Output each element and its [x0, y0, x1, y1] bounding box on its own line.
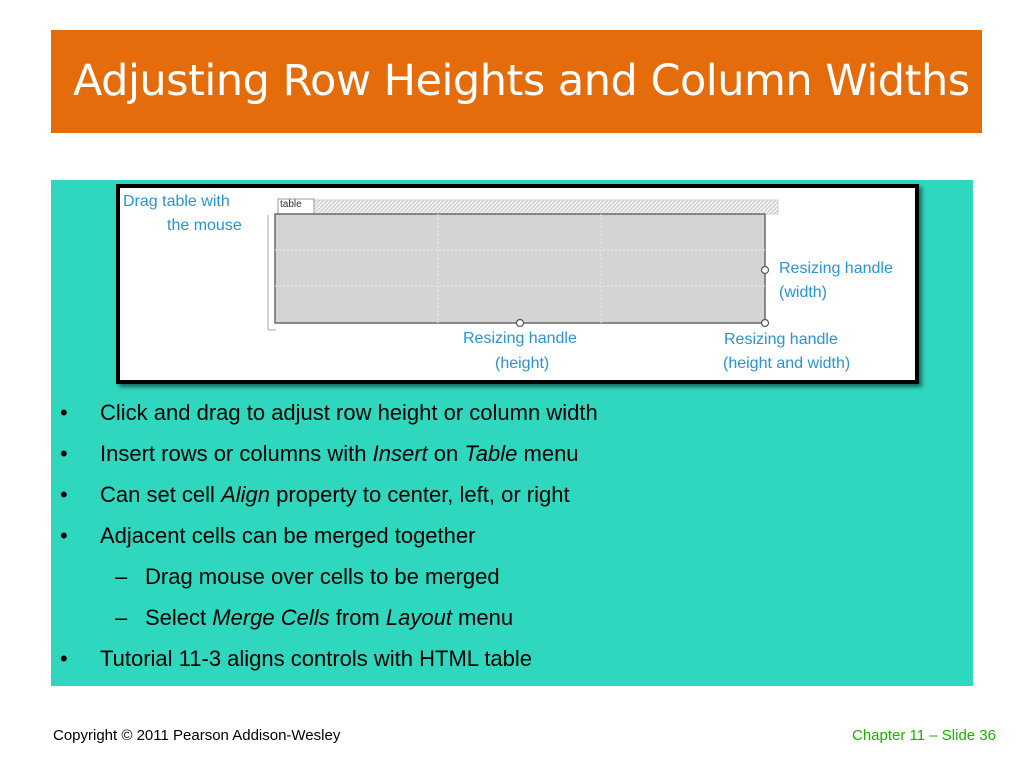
- bullet-marker: •: [60, 646, 68, 671]
- bullet-text: Select: [145, 605, 213, 630]
- width-handle-label-line1: Resizing handle: [779, 260, 893, 277]
- bullet-text-italic: Merge Cells: [212, 605, 330, 630]
- bullet-text: menu: [451, 605, 514, 630]
- width-handle: [762, 267, 769, 274]
- bullet-text: Tutorial 11-3 aligns controls with HTML table: [100, 646, 533, 671]
- bullet-item: [51, 433, 598, 474]
- height-handle-label-line1: Resizing handle: [463, 330, 577, 347]
- bullet-item: [51, 474, 598, 515]
- bullet-text: Click and drag to adjust row height or column width: [100, 400, 598, 425]
- bullet-marker: •: [60, 482, 68, 507]
- drag-label-line1: Drag table with: [123, 193, 230, 210]
- bullet-text: from: [329, 605, 386, 630]
- bullet-text: on: [427, 441, 465, 466]
- sub-bullet-item: [51, 556, 598, 597]
- bullet-text: Can set cell: [100, 482, 222, 507]
- bullet-marker: •: [60, 441, 68, 466]
- dash-marker: –: [115, 564, 128, 589]
- slide-title: Adjusting Row Heights and Column Widths: [73, 56, 970, 106]
- table-ruler-strip: [278, 200, 778, 214]
- bullet-text: property to center, left, or right: [269, 482, 570, 507]
- height-handle: [517, 320, 524, 327]
- both-handle-label-line2: (height and width): [723, 355, 851, 372]
- sub-bullet-item: [51, 597, 598, 638]
- dash-marker: –: [115, 605, 128, 630]
- copyright-footer: Copyright © 2011 Pearson Addison-Wesley: [53, 727, 341, 744]
- bullet-marker: •: [60, 400, 68, 425]
- bullet-text-italic: Table: [464, 441, 518, 466]
- table-figure: [116, 184, 919, 384]
- bullet-item: [51, 392, 598, 433]
- bullet-list: [51, 392, 598, 679]
- slide-number: Chapter 11 – Slide 36: [852, 727, 996, 744]
- corner-handle: [762, 320, 769, 327]
- bullet-item: [51, 515, 598, 556]
- width-handle-label-line2: (width): [779, 284, 828, 301]
- content-panel: [51, 180, 973, 686]
- bullet-text: Drag mouse over cells to be merged: [145, 564, 500, 589]
- both-handle-label-line1: Resizing handle: [724, 331, 838, 348]
- bullet-text-italic: Align: [221, 482, 270, 507]
- table-tab-label: table: [280, 199, 302, 210]
- bullet-marker: •: [60, 523, 68, 548]
- bullet-text: menu: [517, 441, 579, 466]
- bullet-text-italic: Insert: [372, 441, 428, 466]
- bullet-text-italic: Layout: [385, 605, 452, 630]
- height-handle-label-line2: (height): [495, 355, 550, 372]
- title-bar: [51, 30, 982, 133]
- bullet-text: Insert rows or columns with: [100, 441, 373, 466]
- drag-label-line2: the mouse: [167, 217, 242, 234]
- bullet-item: [51, 638, 598, 679]
- table-body: [275, 214, 765, 323]
- bullet-text: Adjacent cells can be merged together: [100, 523, 476, 548]
